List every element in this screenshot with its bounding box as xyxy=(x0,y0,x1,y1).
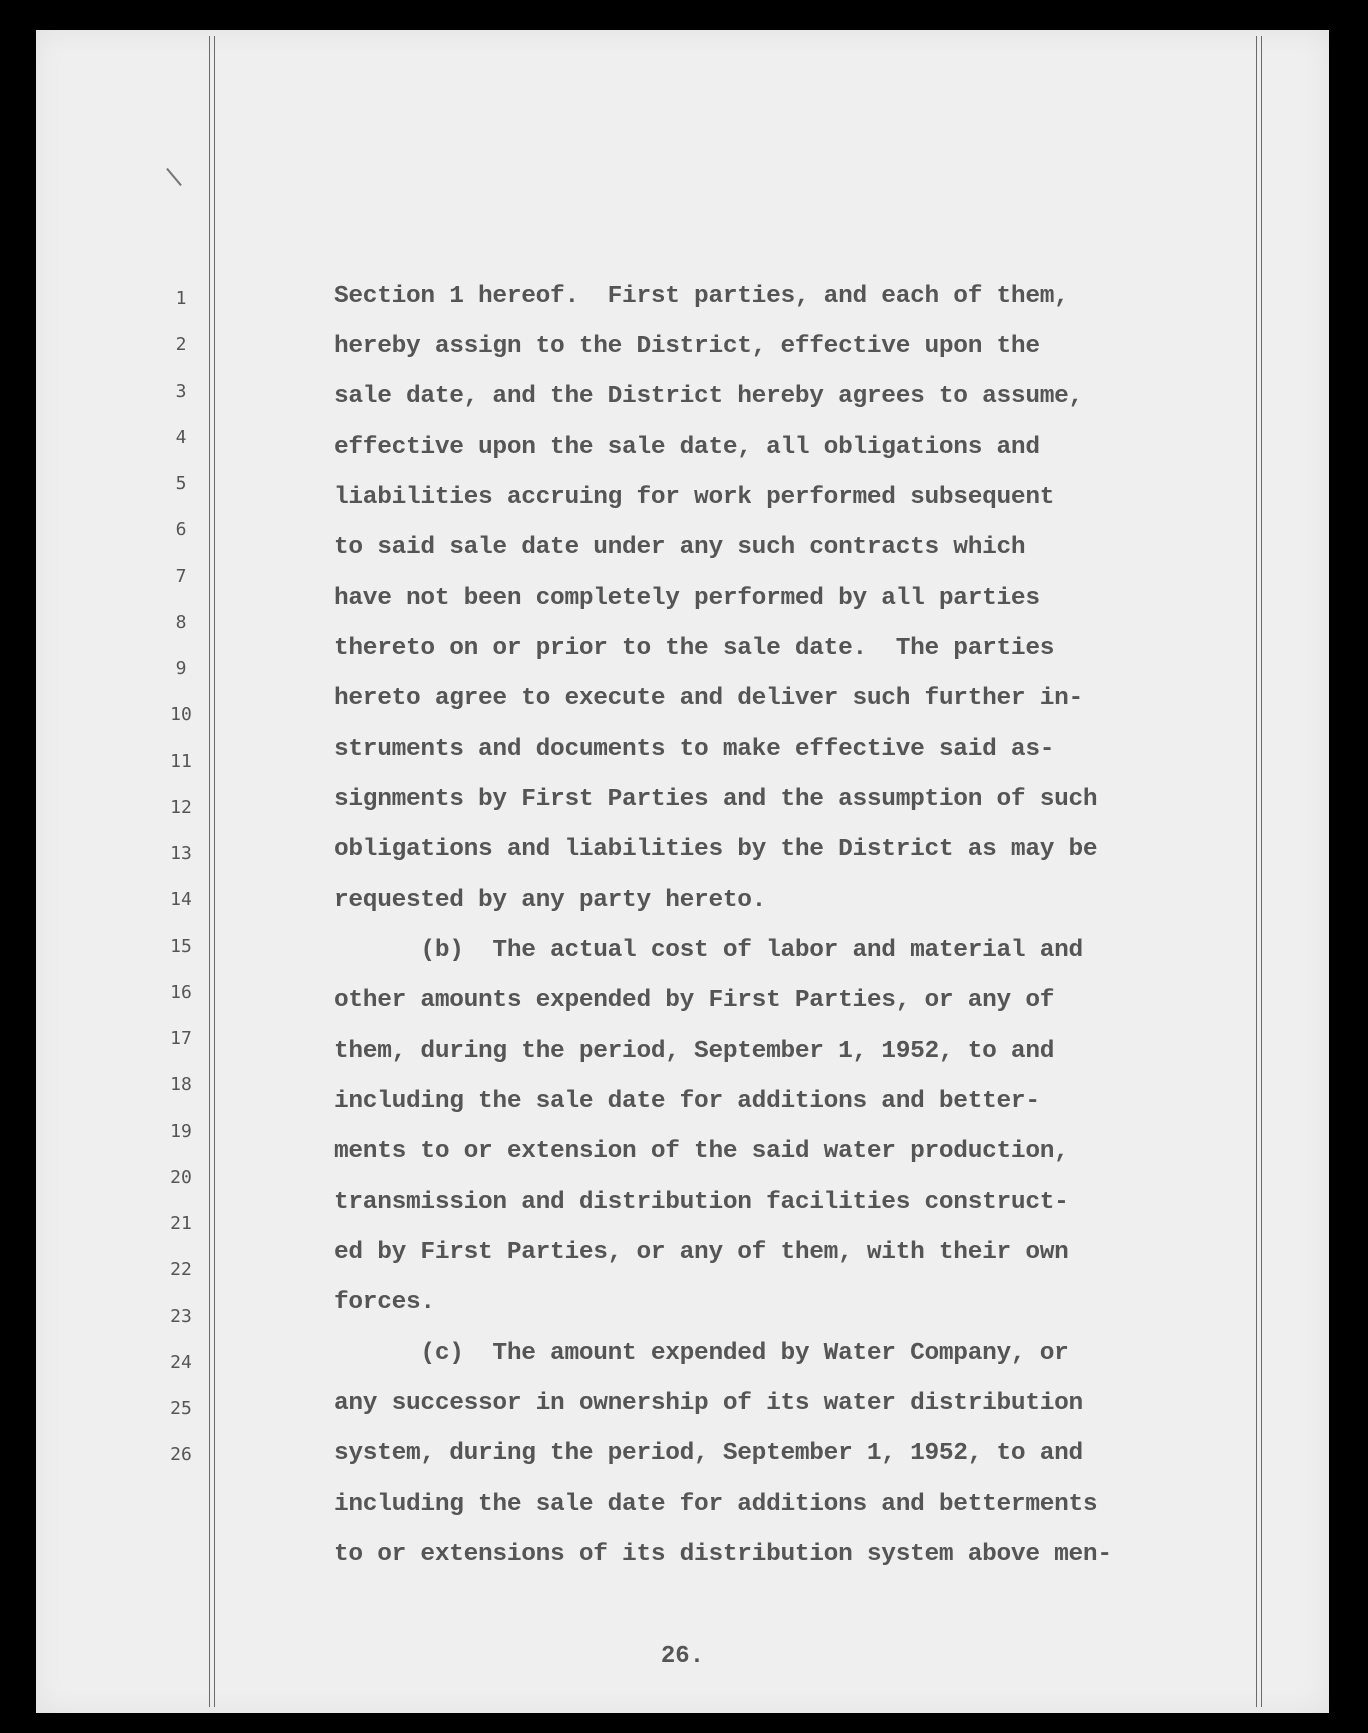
text-line: (b) The actual cost of labor and material and xyxy=(334,937,1083,964)
text-line: any successor in ownership of its water distribution xyxy=(334,1390,1083,1417)
line-number: 14 xyxy=(170,889,192,910)
text-line: them, during the period, September 1, 1952, to and xyxy=(334,1038,1055,1065)
left-margin-rule xyxy=(209,36,210,1707)
line-number: 11 xyxy=(170,751,192,772)
text-line: ments to or extension of the said water production, xyxy=(334,1138,1069,1165)
text-line: hereby assign to the District, effective upon the xyxy=(334,333,1040,360)
line-number: 5 xyxy=(175,473,187,494)
text-line: other amounts expended by First Parties, or any of xyxy=(334,987,1055,1014)
text-line: including the sale date for additions and better- xyxy=(334,1088,1040,1115)
document-page xyxy=(36,30,1329,1713)
text-line: forces. xyxy=(334,1289,435,1316)
text-line: sale date, and the District hereby agrees to assume, xyxy=(334,383,1083,410)
text-line: thereto on or prior to the sale date. The parties xyxy=(334,635,1055,662)
line-number: 16 xyxy=(170,982,192,1003)
left-margin-rule xyxy=(214,36,215,1707)
line-number: 13 xyxy=(170,843,192,864)
line-number: 10 xyxy=(170,704,192,725)
line-number: 1 xyxy=(175,288,187,309)
text-line: Section 1 hereof. First parties, and each of them, xyxy=(334,283,1069,310)
text-line: transmission and distribution facilities construct- xyxy=(334,1189,1069,1216)
text-line: including the sale date for additions and betterments xyxy=(334,1491,1098,1518)
line-number: 20 xyxy=(170,1167,192,1188)
line-number: 25 xyxy=(170,1398,192,1419)
pencil-mark xyxy=(166,168,182,186)
line-number: 19 xyxy=(170,1121,192,1142)
line-number: 3 xyxy=(175,381,187,402)
text-line: signments by First Parties and the assumption of such xyxy=(334,786,1098,813)
line-number: 26 xyxy=(170,1444,192,1465)
line-number: 22 xyxy=(170,1259,192,1280)
line-number: 12 xyxy=(170,797,192,818)
text-line: struments and documents to make effective said as- xyxy=(334,736,1055,763)
page-number: 26. xyxy=(660,1643,705,1670)
line-number: 17 xyxy=(170,1028,192,1049)
text-line: liabilities accruing for work performed subsequent xyxy=(334,484,1055,511)
line-number: 15 xyxy=(170,936,192,957)
text-line: to said sale date under any such contracts which xyxy=(334,534,1026,561)
text-line: ed by First Parties, or any of them, with their own xyxy=(334,1239,1069,1266)
right-margin-rule xyxy=(1256,36,1257,1707)
text-line: system, during the period, September 1, 1952, to and xyxy=(334,1440,1083,1467)
line-number: 23 xyxy=(170,1306,192,1327)
line-number: 6 xyxy=(175,519,187,540)
text-line: have not been completely performed by all parties xyxy=(334,585,1040,612)
line-number: 7 xyxy=(175,566,187,587)
right-margin-rule xyxy=(1261,36,1262,1707)
line-number: 8 xyxy=(175,612,187,633)
text-line: hereto agree to execute and deliver such further in- xyxy=(334,685,1083,712)
text-line: obligations and liabilities by the District as may be xyxy=(334,836,1098,863)
text-line: (c) The amount expended by Water Company, or xyxy=(334,1340,1069,1367)
line-number: 9 xyxy=(175,658,187,679)
text-line: requested by any party hereto. xyxy=(334,887,767,914)
line-number: 4 xyxy=(175,427,187,448)
line-number: 21 xyxy=(170,1213,192,1234)
line-number: 2 xyxy=(175,334,187,355)
line-number: 24 xyxy=(170,1352,192,1373)
line-number: 18 xyxy=(170,1074,192,1095)
text-line: to or extensions of its distribution system above men- xyxy=(334,1541,1112,1568)
text-line: effective upon the sale date, all obligations and xyxy=(334,434,1040,461)
